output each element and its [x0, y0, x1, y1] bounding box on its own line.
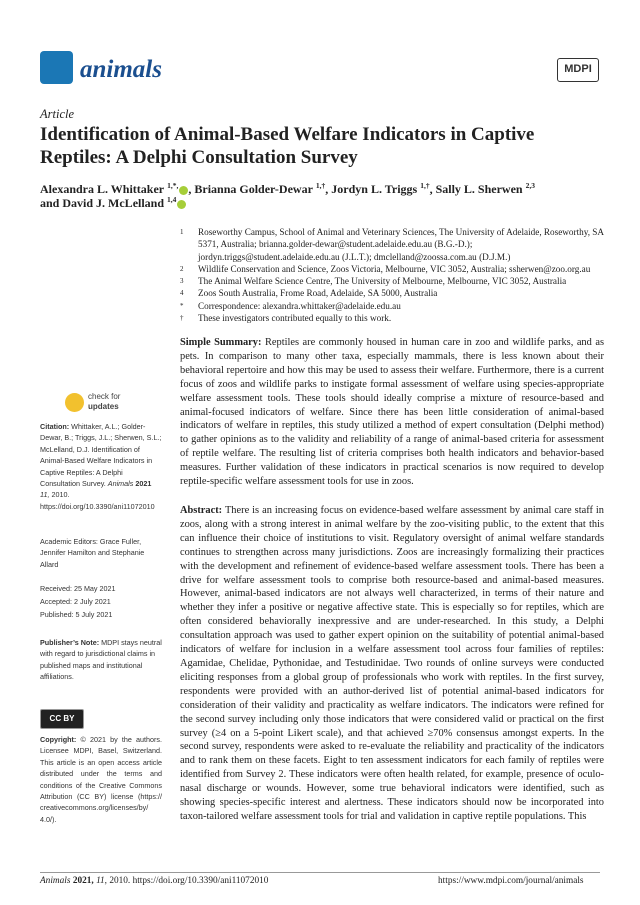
- correspondence: * Correspondence: alexandra.whittaker@adelaide.edu.au: [180, 300, 401, 311]
- journal-logo-icon: [40, 51, 73, 84]
- orcid-icon[interactable]: [177, 200, 186, 209]
- author-affiliation-mark: 1,4: [167, 195, 177, 204]
- author-affiliation-mark: 1,*,: [167, 181, 179, 190]
- author-list: Alexandra L. Whittaker $^{1,*,}$ , Brianna Golder-Dewar $^{1,\dagger}$, Jordyn L. Triggs $^{1,\dagger}$, Sally L. Sherwen $^{2,3}$: [40, 181, 535, 196]
- article-title: Identification of Animal-Based Welfare Indicators in Captive Reptiles: A Delphi Consultation Survey: [40, 124, 535, 168]
- check-updates-icon: [65, 393, 84, 412]
- citation-block: Citation: Whittaker, A.L.; Golder-Dewar, B.; Triggs, J.L.; Sherwen, S.L.; McLelland, D.J. Identification of Animal-Based Welfare Indicators in Captive Reptiles: A Delphi Consultation Survey. Animals 2021 11, 2010. https://doi.org/10.3390/ani11072010: [40, 422, 162, 511]
- abstract: [180, 504, 604, 824]
- affiliation-item: 3 The Animal Welfare Science Centre, The University of Melbourne, Melbourne, VIC 3052, Australia: [180, 276, 567, 287]
- publication-dates: [40, 583, 162, 621]
- published-date: Published: 5 July 2021: [40, 609, 113, 619]
- check-for-updates-button[interactable]: check for updates: [65, 392, 160, 414]
- citation-text: Whittaker, A.L.; Golder-Dewar, B.; Triggs, J.L.; Sherwen, S.L.; McLelland, D.J. Identification of Animal-Based Welfare Indicators in Captive Reptiles: A Delphi Consultation Survey.: [40, 422, 162, 489]
- footer-journal-url[interactable]: https://www.mdpi.com/journal/animals: [438, 876, 584, 886]
- author-name: Sally L. Sherwen: [435, 182, 523, 196]
- author-affiliation-mark: 1,†: [315, 181, 326, 190]
- affiliations: [180, 226, 610, 324]
- orcid-icon[interactable]: [179, 186, 188, 195]
- academic-editors: Academic Editors: Grace Fuller, Jennifer Hamilton and Stephanie Allard: [40, 537, 145, 569]
- journal-name: animals: [80, 56, 162, 83]
- equal-contribution-note: † These investigators contributed equally to this work.: [180, 313, 392, 324]
- accepted-date: Accepted: 2 July 2021: [40, 596, 111, 606]
- footer-citation: Animals 2021, 11, 2010. https://doi.org/10.3390/ani11072010: [40, 876, 269, 886]
- copyright-label: Copyright:: [40, 735, 77, 744]
- affiliation-item: 2 Wildlife Conservation and Science, Zoos Victoria, Melbourne, VIC 3052, Australia; ssherwen@zoo.org.au: [180, 263, 591, 274]
- citation-label: Citation:: [40, 422, 70, 431]
- article-type: Article: [40, 107, 75, 121]
- publisher-note: [40, 637, 162, 683]
- abstract-text: There is an increasing focus on evidence-based welfare assessment by animal care staff in zoos, along with a strong interest in animal welfare by the zoo-visiting public, to the extent that this can influence their choice of institutions to visit. Regulatory oversight of animal welfare standards continues to strengthen across many jurisdictions. Zoos are increasingly formalizing their practices with the development and refinement of evidence-based welfare assessment tools. There has been a drive for welfare assessment tools to comprise both resource-based and animal-based measures. However, animal-based indicators are not always well characterized, in terms of their nature and whether they infer a positive or negative affective state. This is especially so for reptiles, which are often considered behaviorally inexpressive and are under-researched. In this study, a Delphi consultation approach was used to gather expert opinion on the suitability of potential animal-based indicators of welfare for inclusion in a welfare assessment tool across four families of reptiles: Agamidae, Chelidae, Pythonidae, and Testudinidae. Two rounds of online surveys were conducted eliciting responses from a global group of professionals who work with reptiles. In the first survey, respondents were provided with an author-derived list of potential animal-based indicators for consideration of their validity and practicality as welfare indicators. The indicators were refined for the second survey including only those indicators that were considered valid or practical on the first survey (≥4 on a 5-point Likert scale), and that achieved ≥70% consensus amongst experts. In the second survey, respondents were asked to re-evaluate the reliability and practicality of the indicators and to rank them on these facets. Eight to ten assessment indicators for each family of reptiles were identified from Survey 2. These indicators were often health related, for example, presence of oculo-nasal discharge or wounds. However, some true behavioral indicators were identified, such as showing species-specific interest and alertness. These indicators should now be incorporated into taxon-tailored welfare assessment tools for trial and validation in captive reptile populations. This: [180, 505, 604, 822]
- publisher-note-text: MDPI stays neutral with regard to jurisdictional claims in published maps and institutional affiliations.: [40, 638, 162, 682]
- publisher-logo: MDPI: [557, 58, 599, 82]
- footer-divider: [40, 872, 600, 873]
- author-conjunction: and: [40, 196, 60, 210]
- author-affiliation-mark: 1,†: [420, 181, 430, 190]
- author-name: Alexandra L. Whittaker: [40, 182, 165, 196]
- copyright-block: [40, 734, 162, 825]
- cc-by-license-icon[interactable]: CC BY: [40, 709, 84, 729]
- simple-summary-label: Simple Summary:: [180, 337, 262, 348]
- publisher-note-label: Publisher’s Note:: [40, 638, 100, 647]
- author-list-continued: [40, 195, 186, 211]
- received-date: Received: 25 May 2021: [40, 584, 116, 593]
- simple-summary-text: Reptiles are commonly housed in human care in zoo and wildlife parks, and as pets. In comparison to many other taxa, especially mammals, there is less known about their behavioral repertoire and how this may be used to assess their welfare. Furthermore, there is a current focus of zoos and wildlife parks to instigate formal assessment of welfare using species-appropriate welfare assessment tools. These tools should ideally comprise a mixture of resource-based and animal-focused indicators of welfare. Since there has been little consideration of animal-based indicators of welfare in reptiles, this study utilized a method of expert consultation (Delphi method) to gather opinions as to the validity and reliability of a range of animal-based criteria for assessment of reptile welfare. The resulting list of criteria comprises both health indicators and behavior-based measures. Further validation of these indicators in practical scenarios is now required to develop reptile-specific welfare assessment tools for use in zoos.: [180, 337, 604, 488]
- author-name: Jordyn L. Triggs: [331, 182, 418, 196]
- footer-doi-link[interactable]: 2010. https://doi.org/10.3390/ani11072010: [109, 876, 269, 886]
- author-name: Brianna Golder-Dewar: [194, 182, 313, 196]
- abstract-label: Abstract:: [180, 505, 223, 516]
- affiliation-item: 1 Roseworthy Campus, School of Animal and Veterinary Sciences, The University of Adelaide, Roseworthy, SA 5371, Australia; brianna.golder-dewar@student.adelaide.edu.au (B.G.-D.); jordyn.triggs@student.adelaide.edu.au (J.L.T.); dmclelland@zoossa.com.au (D.J.M.): [180, 227, 604, 262]
- citation-doi-link[interactable]: 2010. https://doi.org/10.3390/ani11072010: [40, 490, 155, 511]
- copyright-text: © 2021 by the authors. Licensee MDPI, Basel, Switzerland. This article is an open access article distributed under the terms and conditions of the Creative Commons Attribution (CC BY) license (https:// creativecommons.org/licenses/by/ 4.0/).: [40, 735, 163, 824]
- author-name: David J. McLelland: [62, 196, 165, 210]
- simple-summary: [180, 336, 604, 489]
- affiliation-item: 4 Zoos South Australia, Frome Road, Adelaide, SA 5000, Australia: [180, 288, 438, 299]
- author-affiliation-mark: 2,3: [525, 181, 535, 190]
